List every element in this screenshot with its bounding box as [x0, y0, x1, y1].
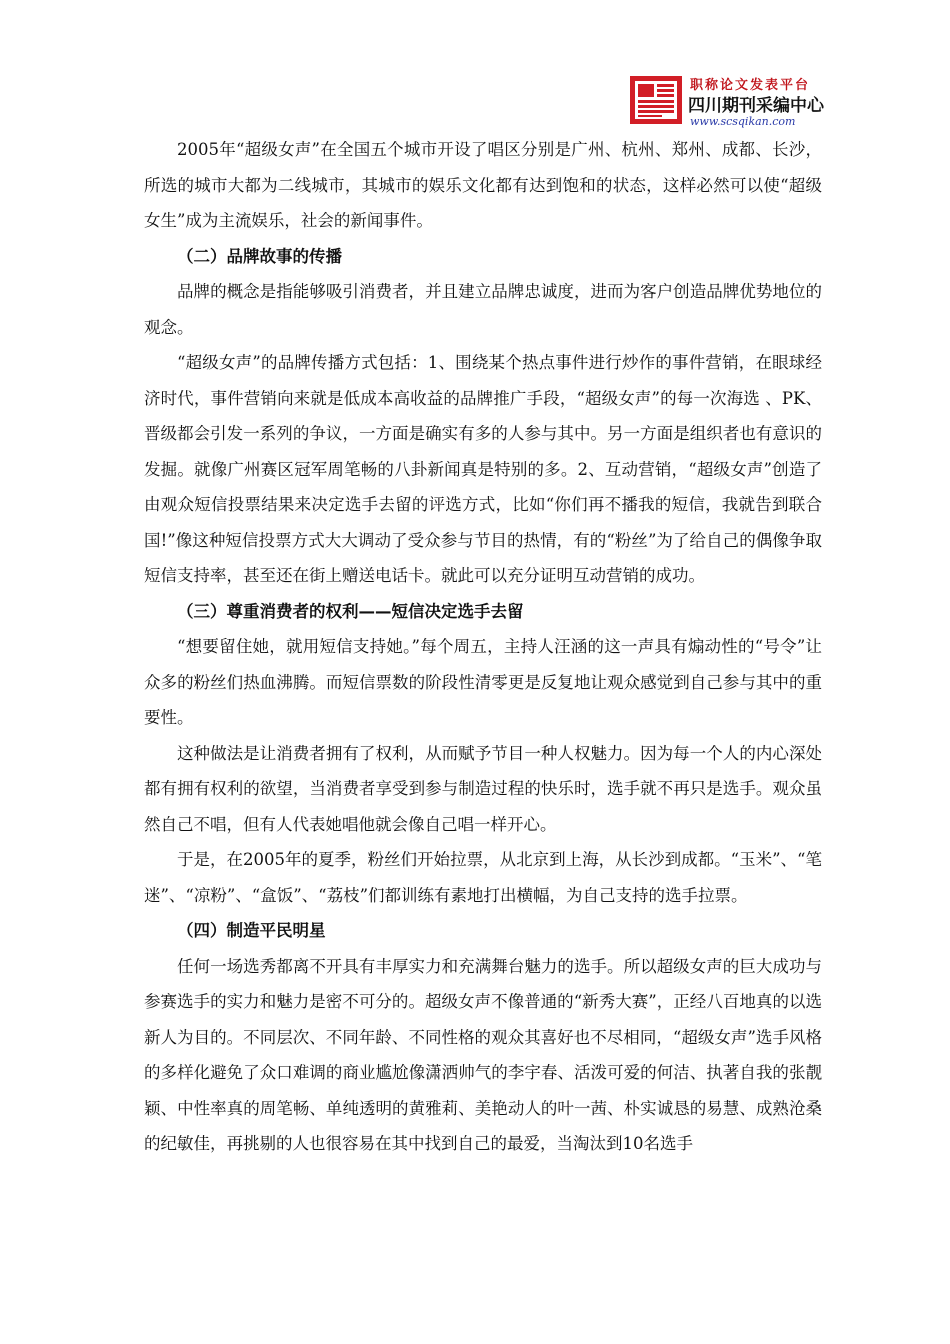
logo [628, 74, 824, 132]
logo-slogan: 职称论文发表平台 [690, 78, 811, 93]
section-heading-consumer-rights: （三）尊重消费者的权利——短信决定选手去留 [177, 601, 524, 621]
document-body [144, 132, 822, 1162]
logo-org-name: 四川期刊采编中心 [688, 96, 824, 116]
section-heading-grassroots-stars: （四）制造平民明星 [177, 921, 326, 940]
paragraph-cities: 2005年“超级女声”在全国五个城市开设了唱区分别是广州、杭州、郑州、成都、长沙，所选的城市大都为二线城市，其城市的娱乐文化都有达到饱和的状态，这样必然可以使“超级女生”成为主流娱乐，社会的新闻事件。 [144, 140, 822, 230]
paragraph-brand-communication: “超级女声”的品牌传播方式包括：1、围绕某个热点事件进行炒作的事件营销，在眼球经济时代，事件营销向来就是低成本高收益的品牌推广手段，“超级女声”的每一次海选 、PK、晋级都会引发一系列的争议，一方面是确实有多的人参与其中。另一方面是组织者也有意识的发掘。就像广州赛区冠军周笔畅的八卦新闻真是特别的多。2、互动营销，“超级女声”创造了由观众短信投票结果来决定选手去留的评选方式，比如“你们再不播我的短信，我就告到联合国!”像这种短信投票方式大大调动了受众参与节目的热情，有的“粉丝”为了给自己的偶像争取短信支持率，甚至还在街上赠送电话卡。就此可以充分证明互动营销的成功。 [144, 353, 822, 585]
paragraph-rights-charm: 这种做法是让消费者拥有了权利，从而赋予节目一种人权魅力。因为每一个人的内心深处都有拥有权利的欲望，当消费者享受到参与制造过程的快乐时，选手就不再只是选手。观众虽然自己不唱，但有人代表她唱他就会像自己唱一样开心。 [144, 743, 822, 834]
paragraph-contestants: 任何一场选秀都离不开具有丰厚实力和充满舞台魅力的选手。所以超级女声的巨大成功与参赛选手的实力和魅力是密不可分的。超级女声不像普通的“新秀大赛”，正经八百地真的以选新人为目的。不同层次、不同年龄、不同性格的观众其喜好也不尽相同，“超级女声”选手风格的多样化避免了众口难调的商业尴尬像潇洒帅气的李宇春、活泼可爱的何洁、执著自我的张靓颖、中性率真的周笔畅、单纯透明的黄雅莉、美艳动人的叶一茜、朴实诚恳的易慧、成熟沧桑的纪敏佳，再挑剔的人也很容易在其中找到自己的最爱，当淘汰到10名选手 [144, 956, 822, 1153]
paragraph-sms-support: “想要留住她，就用短信支持她。”每个周五，主持人汪涵的这一声具有煽动性的“号令”让众多的粉丝们热血沸腾。而短信票数的阶段性清零更是反复地让观众感觉到自己参与其中的重要性。 [144, 637, 822, 727]
section-heading-brand-story: （二）品牌故事的传播 [177, 246, 342, 266]
paragraph-brand-concept: 品牌的概念是指能够吸引消费者，并且建立品牌忠诚度，进而为客户创造品牌优势地位的观念。 [144, 282, 822, 337]
logo-url[interactable]: www.scsqikan.com [690, 115, 796, 128]
paragraph-fans-canvassing: 于是，在2005年的夏季，粉丝们开始拉票，从北京到上海，从长沙到成都。“玉米”、“笔迷”、“凉粉”、“盒饭”、“荔枝”们都训练有素地打出横幅，为自己支持的选手拉票。 [144, 850, 822, 905]
newspaper-logo-icon [628, 74, 684, 126]
